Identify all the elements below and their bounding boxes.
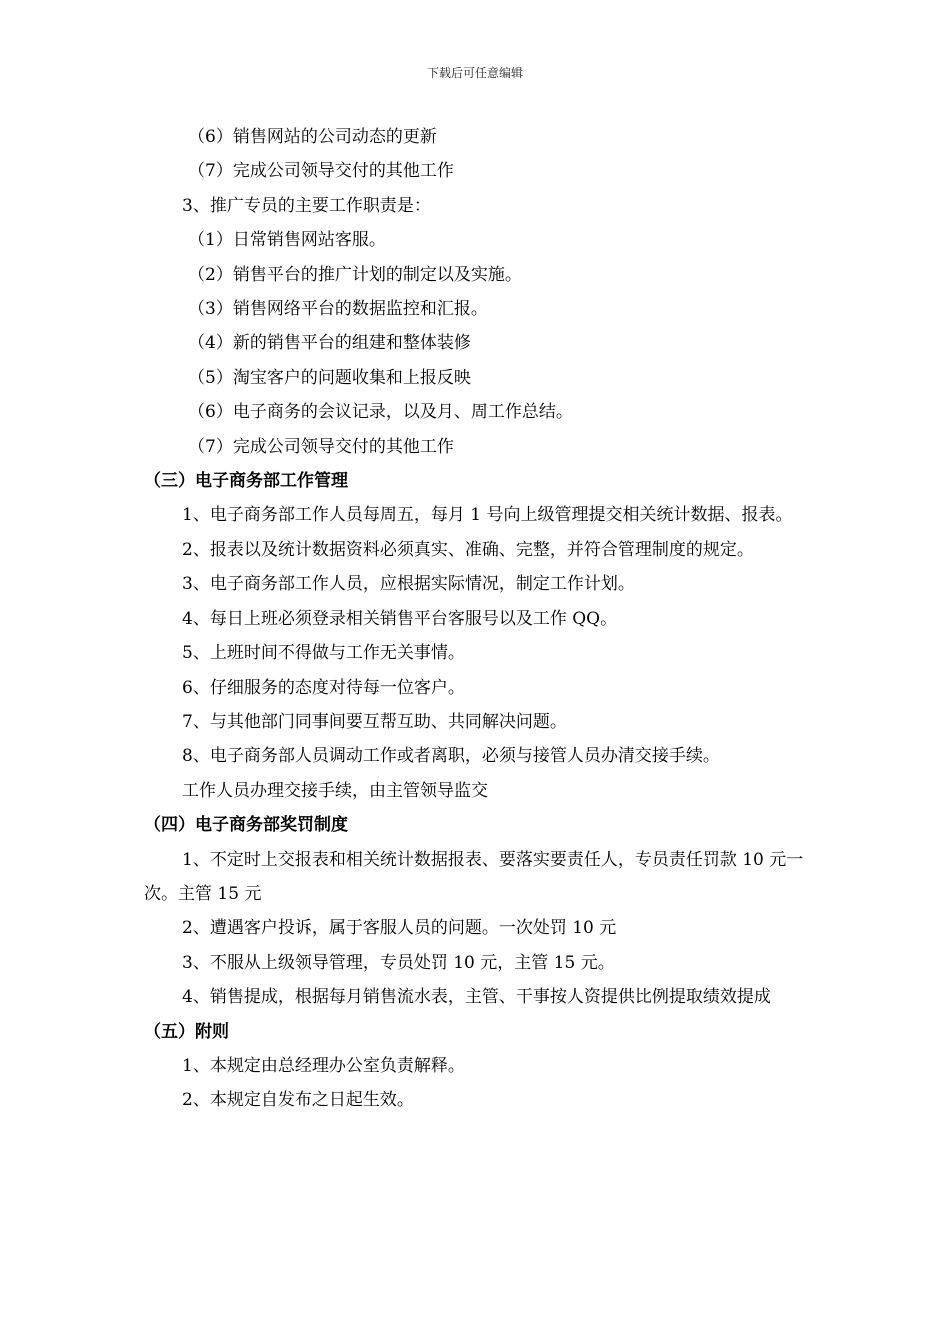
list-item: （3）销售网络平台的数据监控和汇报。	[188, 299, 488, 320]
paragraph: 1、电子商务部工作人员每周五，每月 1 号向上级管理提交相关统计数据、报表。	[182, 505, 793, 526]
paragraph: 7、与其他部门同事间要互帮互助、共同解决问题。	[182, 711, 567, 732]
list-item: （5）淘宝客户的问题收集和上报反映	[188, 367, 471, 388]
paragraph: 6、仔细服务的态度对待每一位客户。	[182, 677, 465, 698]
list-item: （7）完成公司领导交付的其他工作	[188, 161, 454, 182]
list-item: （6）销售网站的公司动态的更新	[188, 127, 437, 147]
paragraph: 1、不定时上交报表和相关统计数据报表、要落实要责任人，专员责任罚款 10 元一次。主管 15 元	[144, 849, 804, 904]
paragraph: 2、遭遇客户投诉，属于客服人员的问题。一次处罚 10 元	[182, 918, 617, 939]
list-item: 3、推广专员的主要工作职责是：	[182, 195, 431, 216]
list-item: （1）日常销售网站客服。	[188, 230, 386, 251]
paragraph: 1、本规定由总经理办公室负责解释。	[182, 1055, 465, 1076]
list-item: （4）新的销售平台的组建和整体装修	[188, 333, 471, 354]
section-heading: （五）附则	[144, 1021, 229, 1042]
document-body	[144, 120, 814, 1118]
paragraph: 4、销售提成，根据每月销售流水表，主管、干事按人资提供比例提取绩效提成	[182, 987, 771, 1008]
paragraph: 工作人员办理交接手续，由主管领导监交	[182, 780, 488, 801]
list-item: （2）销售平台的推广计划的制定以及实施。	[188, 264, 522, 285]
section-heading: （四）电子商务部奖罚制度	[144, 815, 348, 836]
paragraph: 4、每日上班必须登录相关销售平台客服号以及工作 QQ。	[182, 608, 618, 629]
paragraph: 2、报表以及统计数据资料必须真实、准确、完整，并符合管理制度的规定。	[182, 539, 754, 560]
paragraph: 2、本规定自发布之日起生效。	[182, 1090, 414, 1111]
paragraph: 5、上班时间不得做与工作无关事情。	[182, 643, 465, 664]
section-heading: （三）电子商务部工作管理	[144, 471, 348, 492]
paragraph: 3、不服从上级领导管理，专员处罚 10 元，主管 15 元。	[182, 952, 615, 973]
list-item: （7）完成公司领导交付的其他工作	[188, 436, 454, 457]
paragraph: 3、电子商务部工作人员，应根据实际情况，制定工作计划。	[182, 574, 635, 595]
page-header: 下载后可任意编辑	[426, 66, 523, 80]
list-item: （6）电子商务的会议记录，以及月、周工作总结。	[188, 402, 573, 423]
paragraph: 8、电子商务部人员调动工作或者离职，必须与接管人员办清交接手续。	[182, 746, 720, 767]
